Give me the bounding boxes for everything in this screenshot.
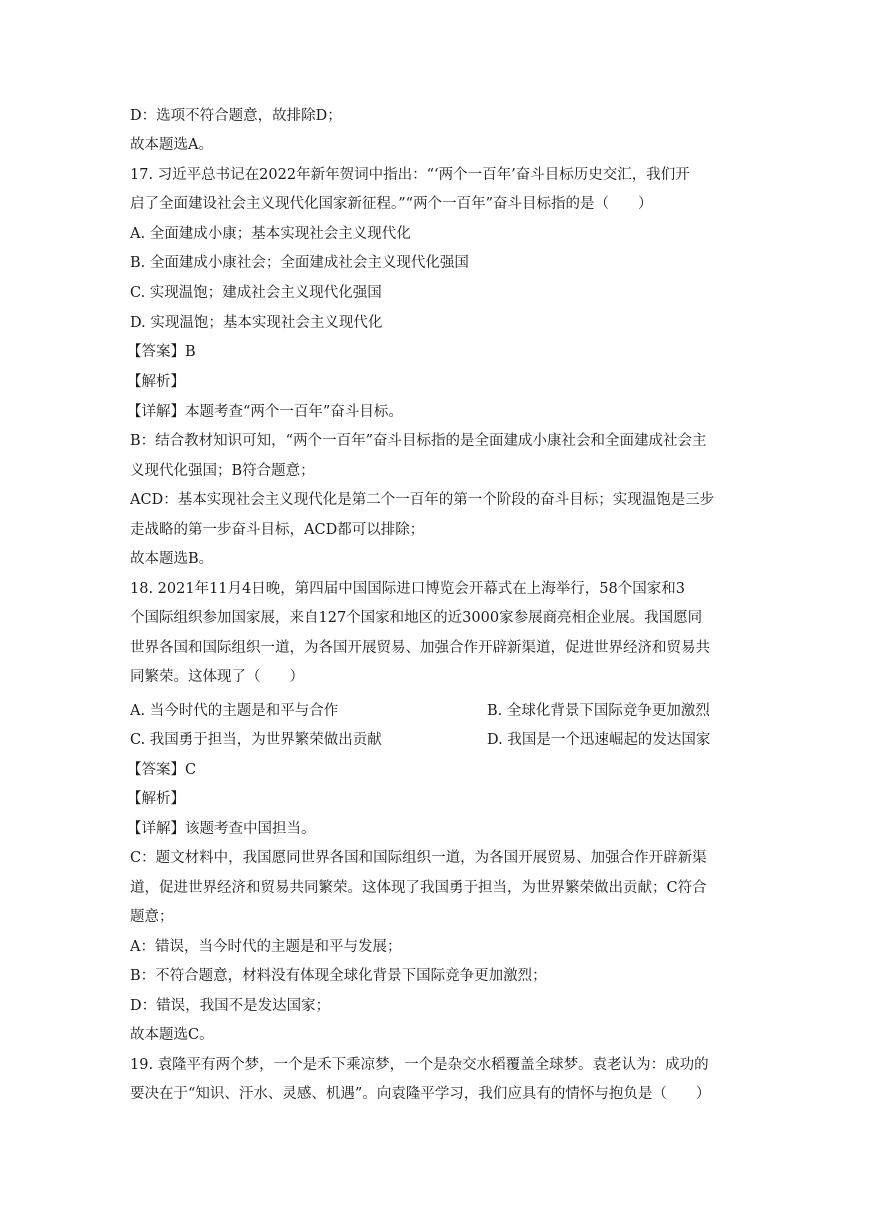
text-line: 题意； (130, 909, 174, 925)
text-line: 故本题选B。 (130, 551, 214, 567)
text-line: 故本题选C。 (130, 1027, 214, 1043)
option-a: A. 当今时代的主题是和平与合作 (130, 703, 339, 719)
answer-label: 【答案】B (127, 344, 196, 360)
option-a: A. 全面建成小康；基本实现社会主义现代化 (130, 226, 411, 242)
option-d: D. 实现温饱；基本实现社会主义现代化 (130, 315, 383, 331)
text-line: C：题文材料中，我国愿同世界各国和国际组织一道，为各国开展贸易、加强合作开辟新渠 (130, 850, 707, 866)
question-18-stem: 个国际组织参加国家展，来自127个国家和地区的近3000家参展商亮相企业展。我国愿同 (130, 610, 703, 626)
text-line: D：选项不符合题意，故排除D； (130, 108, 342, 124)
analysis-label: 【解析】 (127, 791, 185, 807)
text-line: 走战略的第一步奋斗目标，ACD都可以排除； (130, 522, 425, 538)
detail-label: 【详解】本题考查“两个一百年”奋斗目标。 (127, 404, 403, 420)
option-b: B. 全面建成小康社会；全面建成社会主义现代化强国 (130, 255, 469, 271)
question-19-stem: 19. 袁隆平有两个梦，一个是禾下乘凉梦，一个是杂交水稻覆盖全球梦。袁老认为：成功的 (130, 1057, 709, 1073)
option-d: D. 我国是一个迅速崛起的发达国家 (487, 732, 711, 748)
option-c: C. 实现温饱；建成社会主义现代化强国 (130, 285, 382, 301)
text-line: 故本题选A。 (130, 137, 213, 153)
question-18-stem: 18. 2021年11月4日晚，第四届中国国际进口博览会开幕式在上海举行，58个国家和3 (130, 581, 685, 597)
analysis-label: 【解析】 (127, 374, 185, 390)
answer-label: 【答案】C (127, 762, 197, 778)
text-line: B：结合教材知识可知，“两个一百年”奋斗目标指的是全面建成小康社会和全面建成社会主 (130, 433, 707, 449)
text-line: D：错误，我国不是发达国家； (130, 998, 331, 1014)
detail-label: 【详解】该题考查中国担当。 (127, 821, 316, 837)
text-line: B：不符合题意，材料没有体现全球化背景下国际竞争更加激烈； (130, 968, 547, 984)
option-c: C. 我国勇于担当，为世界繁荣做出贡献 (130, 732, 382, 748)
text-line: 义现代化强国；B符合题意； (130, 463, 315, 479)
question-17-stem: 17. 习近平总书记在2022年新年贺词中指出：“‘两个一百年’奋斗目标历史交汇，我们开 (130, 167, 690, 183)
text-line: A：错误，当今时代的主题是和平与发展； (130, 939, 402, 955)
question-18-stem: 世界各国和国际组织一道，为各国开展贸易、加强合作开辟新渠道，促进世界经济和贸易共 (130, 640, 710, 656)
text-line: 道，促进世界经济和贸易共同繁荣。这体现了我国勇于担当，为世界繁荣做出贡献；C符合 (130, 880, 707, 896)
question-17-stem: 启了全面建设社会主义现代化国家新征程。”“两个一百年”奋斗目标指的是（ ） (130, 196, 653, 212)
text-line: ACD：基本实现社会主义现代化是第二个一百年的第一个阶段的奋斗目标；实现温饱是三步 (130, 492, 715, 508)
option-b: B. 全球化背景下国际竞争更加激烈 (487, 703, 710, 719)
question-19-stem: 要决在于“知识、汗水、灵感、机遇”。向袁隆平学习，我们应具有的情怀与抱负是（ ） (130, 1086, 711, 1102)
question-18-stem: 同繁荣。这体现了（ ） (130, 669, 304, 685)
